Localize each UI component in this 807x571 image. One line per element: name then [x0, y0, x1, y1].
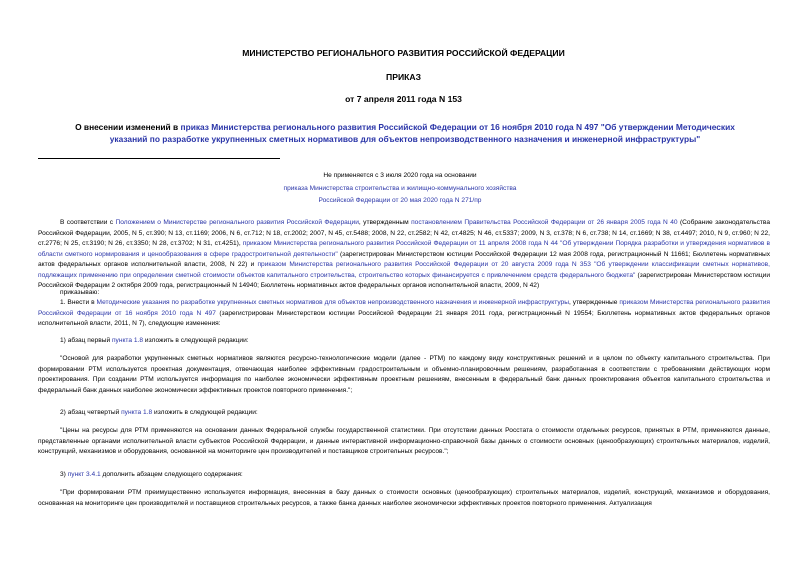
link-order-497[interactable]: приказом Министерства регионального развития Российской Федерации от 16 ноября 2010 года N 497: [38, 299, 770, 317]
note-link-line-3[interactable]: Российской Федерации от 20 мая 2020 года N 271/пр: [318, 197, 482, 204]
note-link-line-2[interactable]: приказа Министерства строительства и жилищно-коммунального хозяйства: [283, 184, 517, 192]
text: (зарегистрирован Министерством юстиции Российской Федерации 12 мая 2008 года, регистрационный N 11661; Бюллетень нормативных актов федеральных органов исполнительной власти, 2008, N 22) и: [38, 250, 770, 268]
paragraph-order: приказываю:: [60, 289, 100, 296]
link-order-44[interactable]: приказом Министерства регионального развития Российской Федерации от 11 апреля 2008 года N 44 "Об утверждении Порядка разработки и утверждения нормативов в области сметного нормирования и ценообразования в сфере градостроительной деятельности": [38, 240, 771, 258]
ministry-heading: МИНИСТЕРСТВО РЕГИОНАЛЬНОГО РАЗВИТИЯ РОССИЙСКОЙ ФЕДЕРАЦИИ: [242, 48, 565, 58]
validity-note: [150, 170, 650, 208]
text: (Собрание законодательства Российской Федерации, 2005, N 5, ст.390; N 13, ст.1169; 2006, N 6, ст.712; N 18, ст.2002; 2007, N 45, ст.5488; 2008, N 22, ст.2582; N 42, ст.4825; N 46, ст.5337; 2009, N 3, ст.378; N 6, ст.738; N 14, ст.1669; N 38, ст.4497; 2010, N 9, ст.960; N 22, ст.2776; N 25, ст.3190; N 26, ст.3350; N 28, ст.3702; N 31, ст.4251),: [38, 219, 771, 247]
doc-type-heading: ПРИКАЗ: [386, 72, 421, 82]
link-regulation[interactable]: Положением о Министерстве регионального развития Российской Федерации: [115, 219, 359, 226]
link-clause-3-4-1[interactable]: пункт 3.4.1: [67, 471, 101, 478]
paragraph-subitem-1: [38, 336, 770, 347]
text: изложить в следующей редакции:: [143, 337, 249, 344]
link-guidelines[interactable]: Методические указания по разработке укрупненных сметных нормативов для объектов непроизводственного назначения и инженерной инфраструктуры: [96, 299, 569, 306]
paragraph-quote-1: "Основой для разработки укрупненных сметных нормативов являются ресурсно-технологические модели (далее - РТМ) по каждому виду конструктивных решений и в целом по объекту капитального строительства. При формировании РТМ используется проектная документация, отвечающая наиболее эффективным градостроительным и объемно-планировочным решениям, разработанная в соответствии с требованиями действующих норм проектирования. При создании РТМ используется информация по наиболее экономически эффективным проектным решениям, внесенным в федеральный банк данных проектирования объектов капитального строительства и федеральный банк данных наиболее экономически эффективных проектов повторного применения.";: [38, 355, 770, 394]
paragraph-subitem-3: [38, 470, 770, 481]
date-number-heading: от 7 апреля 2011 года N 153: [345, 94, 462, 104]
text: (зарегистрирован Министерством юстиции Российской Федерации 2 октября 2009 года, регистрационный N 14940; Бюллетень нормативных актов федеральных органов исполнительной власти, 2009, N 42): [38, 271, 771, 289]
link-clause-1-8[interactable]: пункта 1.8: [111, 337, 144, 344]
text: 1) абзац первый: [60, 337, 112, 344]
paragraph-preamble: [38, 218, 770, 292]
paragraph-quote-2: "Цены на ресурсы для РТМ применяются на основании данных Федеральной службы государственной статистики. При отсутствии данных Росстата о стоимости отдельных ресурсов, принятых в РТМ, применяются данные, представленные органами исполнительной власти субъектов Российской Федерации, и данные интерактивной информационно-справочной базы данных о стоимости основных (ценообразующих) строительных материалов, изделий, конструкций, механизмов и оборудования, основанной на мониторинге цен производителей и поставщиков строительных ресурсов.";: [38, 427, 770, 455]
document-subject: [60, 121, 750, 145]
note-line-1: Не применяется с 3 июля 2020 года на основании: [323, 172, 477, 179]
text: 1. Внести в: [60, 299, 97, 306]
subject-link[interactable]: приказ Министерства регионального развития Российской Федерации от 16 ноября 2010 года N 497 "Об утверждении Методических указаний по разработке укрупненных сметных нормативов для объектов непроизводственного назначения и инженерной инфраструктуры": [109, 122, 735, 144]
text: 3): [60, 471, 68, 478]
link-order-353[interactable]: приказом Министерства регионального развития Российской Федерации от 20 августа 2009 года N 353 "Об утверждении классификации сметных нормативов, подлежащих применению при определении сметной стоимости объектов капитального строительства, строительство которых финансируется с привлечением средств федерального бюджета": [38, 261, 770, 279]
text: , утвержденным: [358, 219, 412, 226]
paragraph-subitem-2: [38, 408, 770, 419]
link-clause-1-8-b[interactable]: пункта 1.8: [121, 409, 153, 416]
subject-prefix: О внесении изменений в: [75, 122, 181, 132]
text: (зарегистрирован Министерством юстиции Российской Федерации 21 января 2011 года, регистрационный N 19554; Бюллетень нормативных актов федеральных органов исполнительной власти, 2011, N 7), следующие изменения:: [38, 309, 770, 327]
link-government-decree[interactable]: постановлением Правительства Российской Федерации от 26 января 2005 года N 40: [411, 219, 678, 226]
text: , утвержденные: [568, 299, 620, 306]
separator-rule: [38, 158, 280, 159]
paragraph-item-1: [38, 298, 770, 330]
text: В соответствии с: [60, 219, 116, 226]
text: 2) абзац четвертый: [60, 409, 122, 416]
paragraph-quote-3: "При формировании РТМ преимущественно используется информация, внесенная в базу данных о стоимости основных (ценообразующих) строительных материалов, изделий, конструкций, механизмов и оборудования, основанная на мониторинге цен производителей и поставщиков строительных ресурсов, а также банка данных наиболее экономически эффективных проектов повторного применения. Актуализация: [38, 489, 770, 507]
text: дополнить абзацем следующего содержания:: [100, 471, 243, 478]
text: изложить в следующей редакции:: [152, 409, 258, 416]
